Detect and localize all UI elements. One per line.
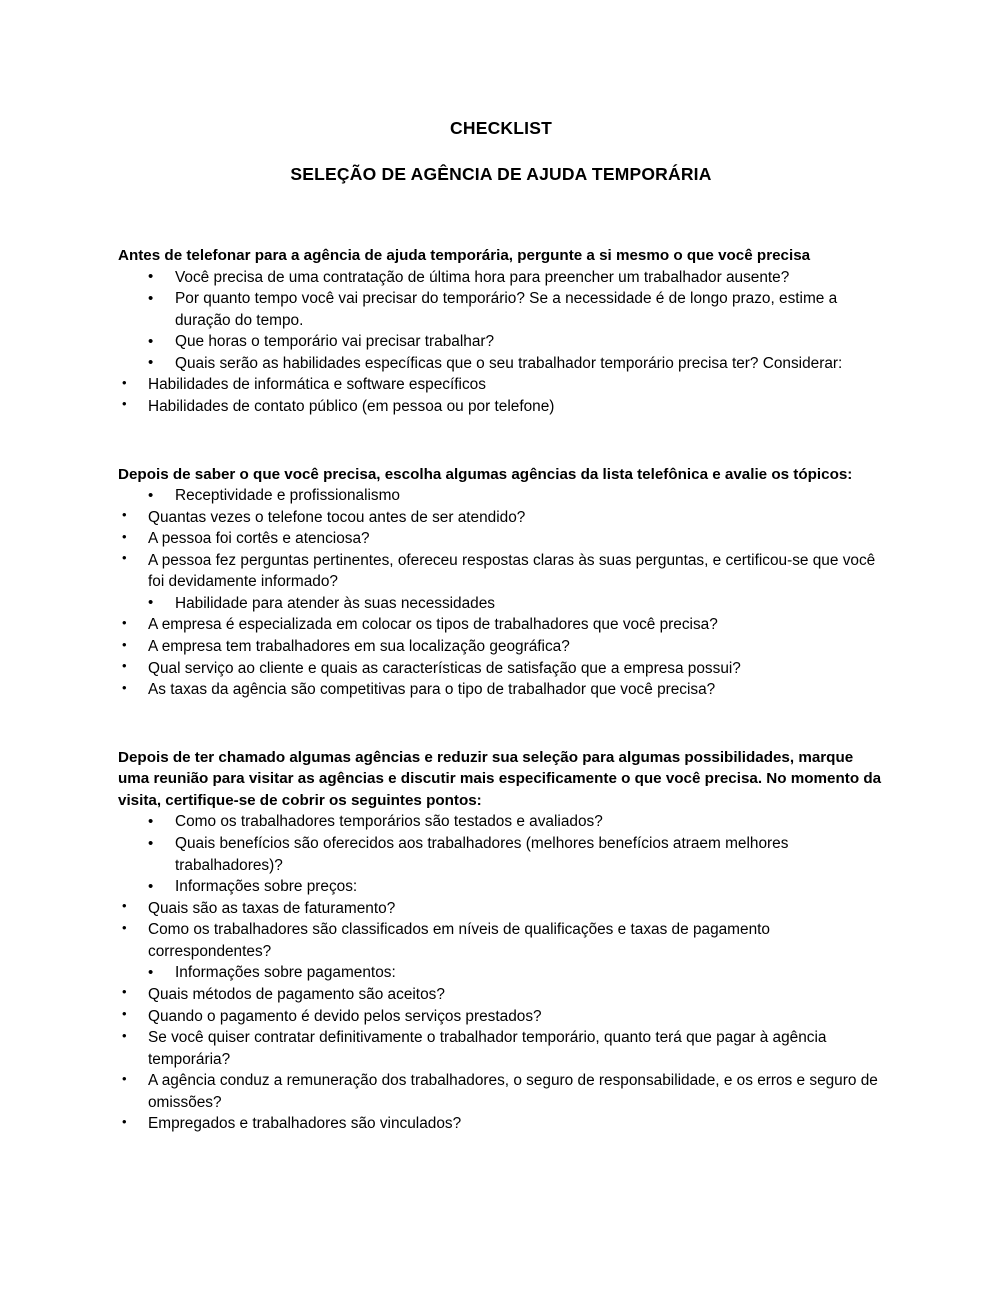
section-3-group-2-sublist bbox=[118, 984, 884, 1135]
section-1-heading: Antes de telefonar para a agência de ajuda temporária, pergunte a si mesmo o que você precisa bbox=[118, 247, 811, 264]
list-item: • Receptividade e profissionalismo bbox=[118, 485, 884, 507]
section-3-heading: Depois de ter chamado algumas agências e reduzir sua seleção para algumas possibilidades, marque uma reunião para visitar as agências e discutir mais especificamente o que você precisa. No momento da visita, certifique-se de cobrir os seguintes pontos: bbox=[118, 748, 882, 809]
section-1-list bbox=[118, 267, 884, 418]
list-item: • A empresa tem trabalhadores em sua localização geográfica? bbox=[118, 636, 884, 658]
list-item: • Quais benefícios são oferecidos aos trabalhadores (melhores benefícios atraem melhores trabalhadores)? bbox=[118, 833, 884, 876]
page-title: CHECKLIST bbox=[450, 118, 552, 138]
section-1-sublist bbox=[118, 374, 884, 417]
list-item: • Quais são as taxas de faturamento? bbox=[118, 898, 884, 920]
list-item: • Qual serviço ao cliente e quais as características de satisfação que a empresa possui? bbox=[118, 658, 884, 680]
nested-list-container bbox=[118, 374, 884, 417]
section-3-group-1-sublist bbox=[118, 898, 884, 963]
list-item: • A pessoa fez perguntas pertinentes, ofereceu respostas claras às suas perguntas, e certificou-se que você foi devidamente informado? bbox=[118, 550, 884, 593]
list-item: • Empregados e trabalhadores são vinculados? bbox=[118, 1113, 884, 1135]
list-item: • A pessoa foi cortês e atenciosa? bbox=[118, 528, 884, 550]
section-2-list bbox=[118, 485, 884, 593]
section-2-group-2-sublist bbox=[118, 614, 884, 700]
list-item: • Habilidade para atender às suas necessidades bbox=[118, 593, 884, 615]
list-item: • A agência conduz a remuneração dos trabalhadores, o seguro de responsabilidade, e os erros e seguro de omissões? bbox=[118, 1070, 884, 1113]
section-3-list-2 bbox=[118, 962, 884, 1135]
list-item: • Você precisa de uma contratação de última hora para preencher um trabalhador ausente? bbox=[118, 267, 884, 289]
list-item: • Quais serão as habilidades específicas que o seu trabalhador temporário precisa ter? Considerar: bbox=[118, 353, 884, 375]
list-item: • Por quanto tempo você vai precisar do temporário? Se a necessidade é de longo prazo, estime a duração do tempo. bbox=[118, 288, 884, 331]
section-2-list-2 bbox=[118, 593, 884, 701]
page-subtitle: SELEÇÃO DE AGÊNCIA DE AJUDA TEMPORÁRIA bbox=[290, 164, 712, 184]
section-3-list bbox=[118, 811, 884, 962]
nested-list-container bbox=[118, 507, 884, 593]
section-2-heading: Depois de saber o que você precisa, escolha algumas agências da lista telefônica e avalie os tópicos: bbox=[118, 465, 853, 483]
list-item: • Habilidades de informática e software específicos bbox=[118, 374, 884, 396]
section-2-group-1-sublist bbox=[118, 507, 884, 593]
nested-list-container bbox=[118, 984, 884, 1135]
list-item: • Como os trabalhadores temporários são testados e avaliados? bbox=[118, 811, 884, 833]
list-item: • Como os trabalhadores são classificados em níveis de qualificações e taxas de pagamento correspondentes? bbox=[118, 919, 884, 962]
list-item: • Se você quiser contratar definitivamente o trabalhador temporário, quanto terá que pagar à agência temporária? bbox=[118, 1027, 884, 1070]
list-item: • Informações sobre pagamentos: bbox=[118, 962, 884, 984]
list-item: • Habilidades de contato público (em pessoa ou por telefone) bbox=[118, 396, 884, 418]
list-item: • Informações sobre preços: bbox=[118, 876, 884, 898]
list-item: • As taxas da agência são competitivas para o tipo de trabalhador que você precisa? bbox=[118, 679, 884, 701]
list-item: • Quando o pagamento é devido pelos serviços prestados? bbox=[118, 1006, 884, 1028]
list-item: • Quantas vezes o telefone tocou antes de ser atendido? bbox=[118, 507, 884, 529]
document-content bbox=[118, 0, 884, 1135]
list-item: • Que horas o temporário vai precisar trabalhar? bbox=[118, 331, 884, 353]
list-item: • Quais métodos de pagamento são aceitos? bbox=[118, 984, 884, 1006]
nested-list-container bbox=[118, 898, 884, 963]
list-item: • A empresa é especializada em colocar os tipos de trabalhadores que você precisa? bbox=[118, 614, 884, 636]
nested-list-container bbox=[118, 614, 884, 700]
